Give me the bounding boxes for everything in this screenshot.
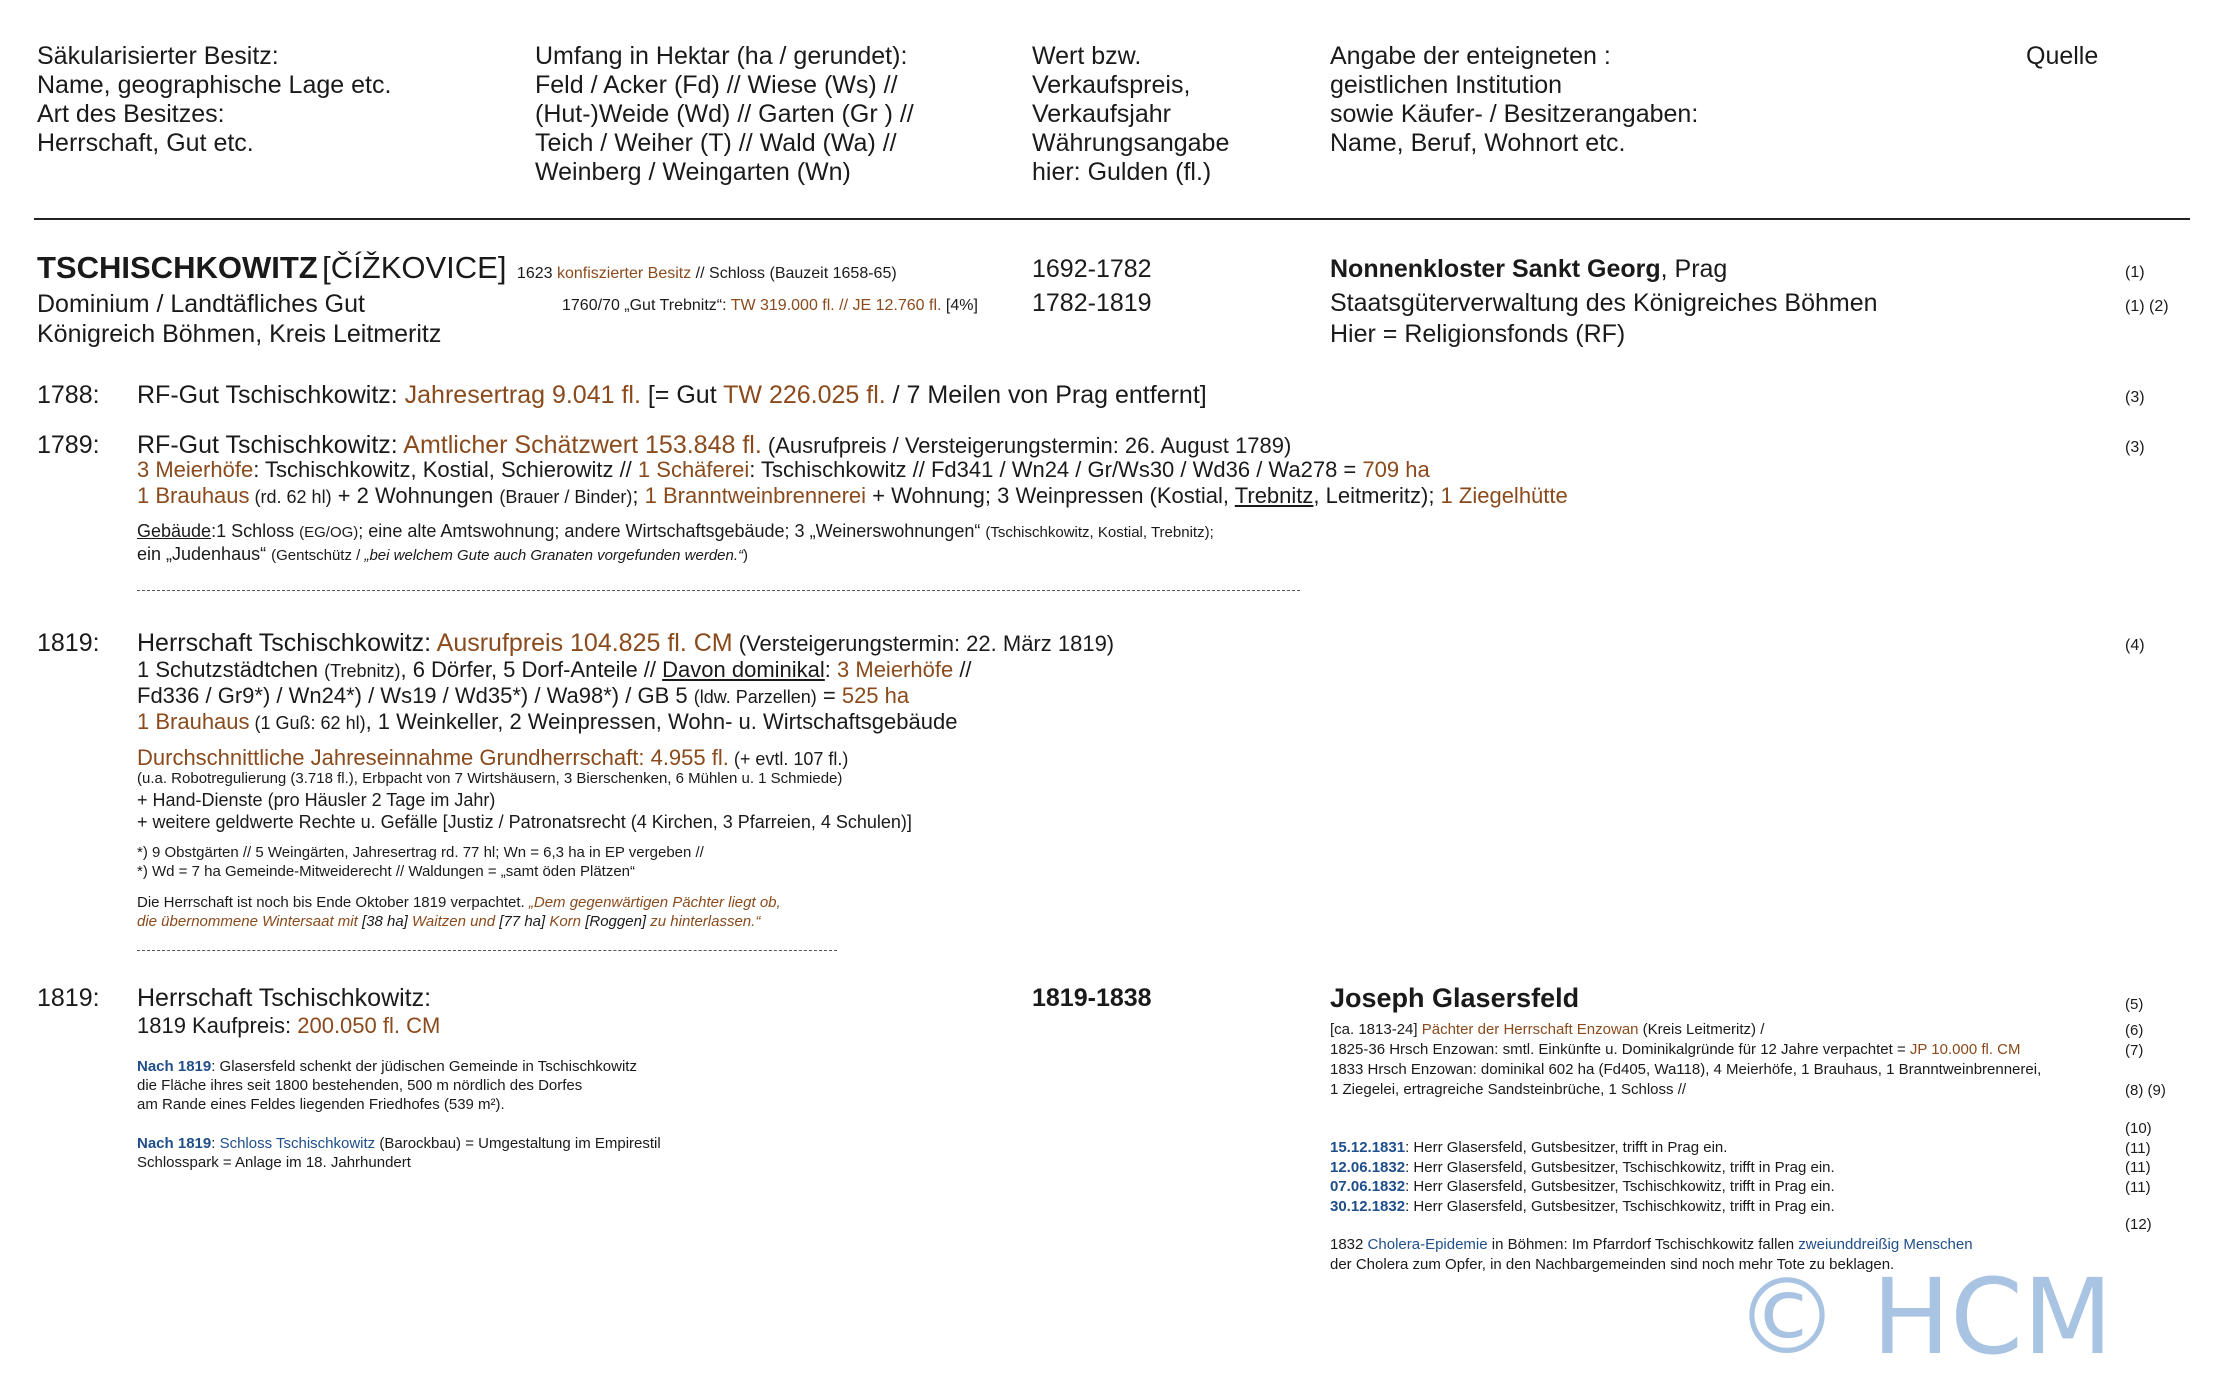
entry-1819b-note-2: Nach 1819: Schloss Tschischkowitz (Barockbau) = Umgestaltung im Empirestil Schlosspark = Anlage im 18. Jahrhundert (137, 1135, 661, 1171)
header-text: Teich / Weiher (T) // Wald (Wa) // (535, 129, 897, 157)
entry-1789-line-4: Gebäude:1 Schloss (EG/OG); eine alte Amtswohnung; andere Wirtschaftsgebäude; 3 „Weinerswohnungen“ (Tschischkowitz, Kostial, Trebnitz); (137, 521, 1214, 541)
entry-1819a-footnote-2: *) Wd = 7 ha Gemeinde-Mitweiderecht // Waldungen = „samt öden Plätzen“ (137, 863, 636, 880)
entry-1789-line-1: RF-Gut Tschischkowitz: Amtlicher Schätzwert 153.848 fl. (Ausrufpreis / Versteigerungstermin: 26. August 1789) (137, 431, 1292, 459)
source-ref: (12) (2125, 1216, 2152, 1233)
estate-name: TSCHISCHKOWITZ (37, 250, 318, 285)
entry-1819a-line-11: Die Herrschaft ist noch bis Ende Oktober 1819 verpachtet. „Dem gegenwärtigen Pächter liegt ob, (137, 894, 781, 911)
header-text: Verkaufspreis, (1032, 71, 1191, 99)
header-text: Wert bzw. (1032, 42, 1142, 70)
header-text: Herrschaft, Gut etc. (37, 129, 254, 157)
entry-1819a-line-8: + weitere geldwerte Rechte u. Gefälle [Justiz / Patronatsrecht (4 Kirchen, 3 Pfarreien, 4 Schulen)] (137, 812, 912, 832)
list-item: 12.06.1832: Herr Glasersfeld, Gutsbesitzer, Tschischkowitz, trifft in Prag ein. (1330, 1158, 1835, 1176)
source-ref: (11) (2125, 1178, 2151, 1196)
entry-1788-text: RF-Gut Tschischkowitz: Jahresertrag 9.041 fl. [= Gut TW 226.025 fl. / 7 Meilen von Prag entfernt] (137, 381, 1207, 409)
separator (137, 590, 1300, 591)
header-text: Währungsangabe (1032, 129, 1230, 157)
entry-1789-line-3: 1 Brauhaus (rd. 62 hl) + 2 Wohnungen (Brauer / Binder); 1 Branntweinbrennerei + Wohnung; 3 Weinpressen (Kostial, Trebnitz, Leitmeritz); 1 Ziegelhütte (137, 483, 1568, 508)
list-item: 07.06.1832: Herr Glasersfeld, Gutsbesitzer, Tschischkowitz, trifft in Prag ein. (1330, 1178, 1835, 1195)
source-ref: (6) (2125, 1022, 2144, 1039)
copyright-watermark: © HCM (1735, 1256, 2113, 1378)
header-text: Säkularisierter Besitz: (37, 42, 279, 70)
header-col-area (535, 42, 914, 187)
source-ref: (8) (9) (2125, 1082, 2166, 1099)
estate-years-1: 1692-1782 (1032, 255, 1152, 283)
source-ref: (10) (2125, 1120, 2152, 1137)
source-ref: (11) (2125, 1159, 2151, 1176)
header-text: Art des Besitzes: (37, 100, 225, 128)
source-refs-1819b (2125, 995, 2166, 1235)
source-ref: (3) (2125, 439, 2145, 456)
entry-1819b-arrivals (1330, 1138, 1835, 1216)
header-text: Weinberg / Weingarten (Wn) (535, 158, 851, 186)
entry-1819a-line-1: Herrschaft Tschischkowitz: Ausrufpreis 104.825 fl. CM (Versteigerungstermin: 22. März 1819) (137, 629, 1115, 657)
list-item: 30.12.1832: Herr Glasersfeld, Gutsbesitzer, Tschischkowitz, trifft in Prag ein. (1330, 1197, 1835, 1215)
source-ref: (3) (2125, 389, 2145, 406)
estate-owner-3: Hier = Religionsfonds (RF) (1330, 320, 1626, 348)
entry-1819b-line-2: 1819 Kaufpreis: 200.050 fl. CM (137, 1013, 441, 1038)
entry-1788-year: 1788: (37, 381, 100, 409)
entry-1819a-line-3: Fd336 / Gr9*) / Wn24*) / Ws19 / Wd35*) / Wa98*) / GB 5 (ldw. Parzellen) = 525 ha (137, 683, 910, 708)
entry-1819a-line-5: Durchschnittliche Jahreseinnahme Grundherrschaft: 4.955 fl. (+ evtl. 107 fl.) (137, 745, 849, 770)
entry-1819a-line-6: (u.a. Robotregulierung (3.718 fl.), Erbpacht von 7 Wirtshäusern, 3 Bierschenken, 6 Mühlen u. 1 Schmiede) (137, 770, 843, 787)
estate-type: Dominium / Landtäfliches Gut (37, 290, 365, 318)
estate-location: Königreich Böhmen, Kreis Leitmeritz (37, 320, 442, 348)
entry-1819a-line-2: 1 Schutzstädtchen (Trebnitz), 6 Dörfer, 5 Dorf-Anteile // Davon dominikal: 3 Meierhöfe // (137, 657, 972, 682)
header-text: Angabe der enteigneten : (1330, 42, 1611, 70)
source-ref: (1) (2125, 264, 2145, 281)
header-text: Feld / Acker (Fd) // Wiese (Ws) // (535, 71, 898, 99)
entry-1819b-years: 1819-1838 (1032, 984, 1152, 1012)
entry-1819a-line-4: 1 Brauhaus (1 Guß: 62 hl), 1 Weinkeller, 2 Weinpressen, Wohn- u. Wirtschaftsgebäude (137, 709, 958, 734)
header-col-value (1032, 42, 1229, 187)
estate-owner-1: Nonnenkloster Sankt Georg, Prag (1330, 255, 1728, 283)
source-ref: (7) (2125, 1042, 2144, 1059)
header-text: geistlichen Institution (1330, 71, 1563, 99)
entry-1819b-line-1: Herrschaft Tschischkowitz: (137, 984, 432, 1012)
separator (137, 950, 837, 951)
source-ref: (5) (2125, 996, 2144, 1013)
entry-1819b-note-1: Nach 1819: Glasersfeld schenkt der jüdischen Gemeinde in Tschischkowitz die Fläche ihres seit 1800 bestehenden, 500 m nördlich des Dorfes am Rande eines Feldes liegenden Friedhofes (539 m²). (137, 1058, 637, 1113)
entry-1789-year: 1789: (37, 431, 100, 459)
entry-1789-line-2: 3 Meierhöfe: Tschischkowitz, Kostial, Schierowitz // 1 Schäferei: Tschischkowitz // Fd341 / Wn24 / Gr/Ws30 / Wd36 / Wa278 = 709 ha (137, 457, 1430, 482)
list-item: 15.12.1831: Herr Glasersfeld, Gutsbesitzer, trifft in Prag ein. (1330, 1139, 1728, 1156)
header-col-possession (37, 42, 391, 158)
entry-1819b-owner: Joseph Glasersfeld (1330, 983, 1580, 1013)
header-text: (Hut-)Weide (Wd) // Garten (Gr ) // (535, 100, 914, 128)
entry-1819a-line-12: die übernommene Wintersaat mit [38 ha] Waitzen und [77 ha] Korn [Roggen] zu hinterlassen.“ (137, 913, 761, 930)
entry-1819a-footnote-1: *) 9 Obstgärten // 5 Weingärten, Jahresertrag rd. 77 hl; Wn = 6,3 ha in EP vergeben // (137, 844, 704, 861)
header-col-source: Quelle (2026, 42, 2099, 70)
source-ref: (1) (2) (2125, 298, 2169, 315)
header-text: Name, geographische Lage etc. (37, 71, 392, 99)
header-text: Verkaufsjahr (1032, 100, 1171, 128)
header-text: hier: Gulden (fl.) (1032, 158, 1212, 186)
header-text: sowie Käufer- / Besitzerangaben: (1330, 100, 1699, 128)
entry-1819b-year: 1819: (37, 984, 100, 1012)
source-ref: (11) (2125, 1139, 2151, 1157)
entry-1819b-cholera: 1832 Cholera-Epidemie in Böhmen: Im Pfarrdorf Tschischkowitz fallen zweiunddreißig Menschen der Cholera zum Opfer, in den Nachbargemeinden sind noch mehr Tote zu beklagen. (1330, 1236, 1973, 1273)
estate-owner-2: Staatsgüterverwaltung des Königreiches Böhmen (1330, 289, 1878, 317)
entry-1819b-owner-details: [ca. 1813-24] Pächter der Herrschaft Enzowan (Kreis Leitmeritz) / 1825-36 Hrsch Enzowan: smtl. Einkünfte u. Dominikalgründe für 12 Jahre verpachtet = JP 10.000 fl. CM 1833 Hrsch Enzowan: dominikal 602 ha (Fd405, Wa118), 4 Meierhöfe, 1 Brauhaus, 1 Branntweinbrennerei, 1 Ziegelei, ertragreiche Sandsteinbrüche, 1 Schloss // (1330, 1021, 2042, 1098)
estate-note-2: 1760/70 „Gut Trebnitz“: TW 319.000 fl. // JE 12.760 fl. [4%] (562, 297, 978, 314)
header-text: Name, Beruf, Wohnort etc. (1330, 129, 1626, 157)
header-divider (34, 218, 2190, 220)
entry-1819a-year: 1819: (37, 629, 100, 657)
estate-note-1: 1623 konfiszierter Besitz // Schloss (Bauzeit 1658-65) (516, 265, 897, 282)
entry-1819a-line-7: + Hand-Dienste (pro Häusler 2 Tage im Jahr) (137, 790, 496, 810)
estate-title (37, 250, 897, 286)
source-ref: (4) (2125, 637, 2145, 654)
estate-name-czech: [ČÍŽKOVICE] (322, 250, 507, 285)
header-col-institution (1330, 42, 1698, 158)
estate-years-2: 1782-1819 (1032, 289, 1152, 317)
header-text: Umfang in Hektar (ha / gerundet): (535, 42, 908, 70)
entry-1789-line-5: ein „Judenhaus“ (Gentschütz / „bei welchem Gute auch Granaten vorgefunden werden.“) (137, 544, 749, 564)
